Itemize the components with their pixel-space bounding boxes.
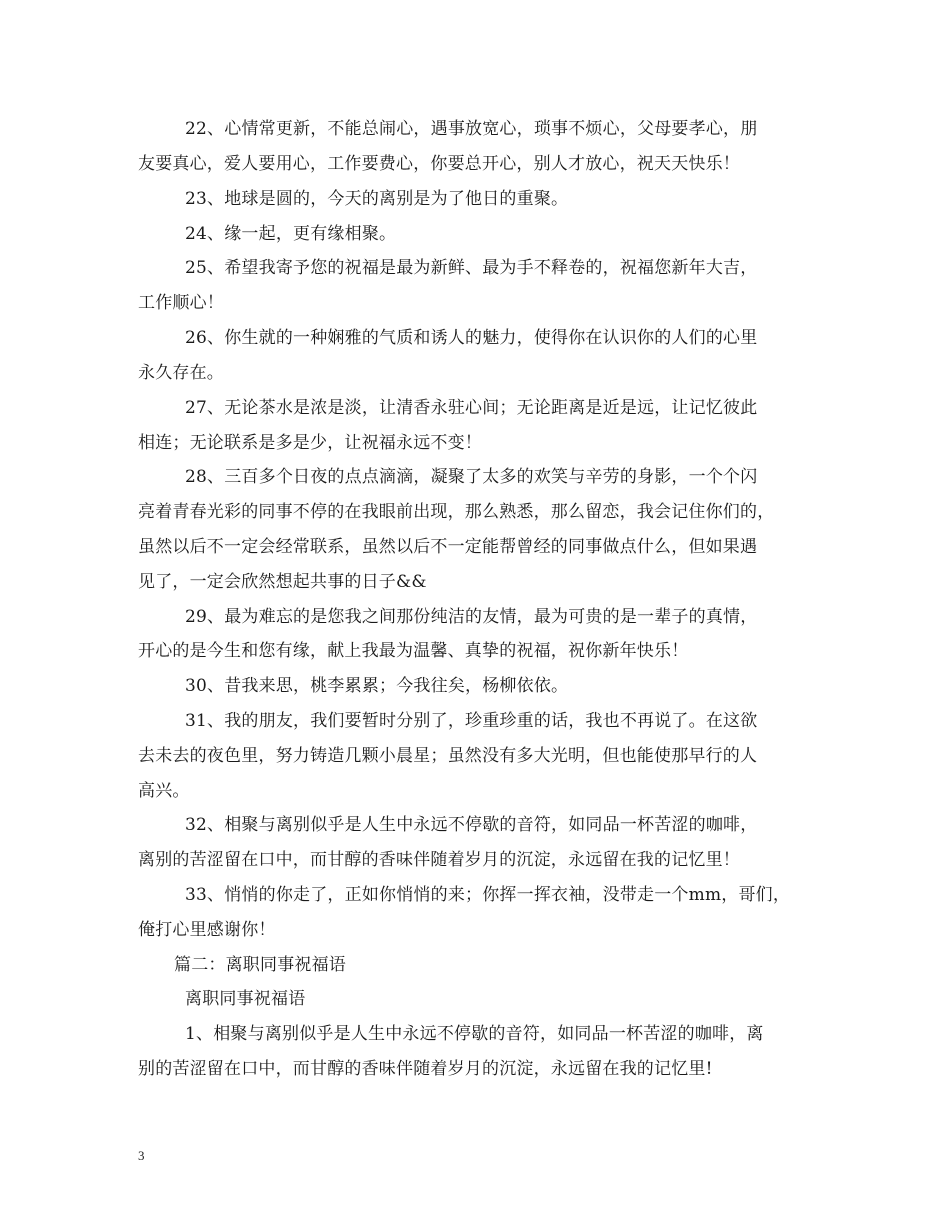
- text-line: 31、我的朋友，我们要暂时分别了，珍重珍重的话，我也不再说了。在这欲: [185, 711, 758, 731]
- text-line: 30、昔我来思，桃李累累；今我往矣，杨柳依依。: [185, 676, 569, 696]
- text-line: 1、相聚与离别似乎是人生中永远不停歇的音符，如同品一杯苦涩的咖啡，离: [185, 1024, 764, 1044]
- text-line: 28、三百多个日夜的点点滴滴，凝聚了太多的欢笑与辛劳的身影，一个个闪: [185, 467, 758, 487]
- text-line: 23、地球是圆的，今天的离别是为了他日的重聚。: [185, 189, 569, 209]
- text-line: 24、缘一起，更有缘相聚。: [185, 224, 397, 244]
- text-line: 相连；无论联系是多是少，让祝福永远不变！: [138, 433, 482, 453]
- text-line: 永久存在。: [138, 363, 224, 383]
- text-line: 见了，一定会欣然想起共事的日子&&: [138, 572, 427, 592]
- text-line: 亮着青春光彩的同事不停的在我眼前出现，那么熟悉，那么留恋，我会记住你们的，: [138, 502, 775, 522]
- text-line: 友要真心，爱人要用心，工作要费心，你要总开心，别人才放心，祝天天快乐！: [138, 154, 740, 174]
- text-line: 开心的是今生和您有缘，献上我最为温馨、真挚的祝福，祝你新年快乐！: [138, 641, 689, 661]
- section-subheading: 离职同事祝福语: [185, 989, 306, 1009]
- text-line: 32、相聚与离别似乎是人生中永远不停歇的音符，如同品一杯苦涩的咖啡，: [185, 815, 758, 835]
- text-line: 俺打心里感谢你！: [138, 920, 276, 940]
- text-line: 26、你生就的一种娴雅的气质和诱人的魅力，使得你在认识你的人们的心里: [185, 328, 758, 348]
- text-line: 22、心情常更新，不能总闹心，遇事放宽心，琐事不烦心，父母要孝心，朋: [185, 119, 758, 139]
- text-line: 27、无论茶水是浓是淡，让清香永驻心间；无论距离是近是远，让记忆彼此: [185, 398, 758, 418]
- section-heading: 篇二：离职同事祝福语: [174, 955, 346, 975]
- page-number: 3: [138, 1148, 145, 1163]
- text-line: 33、悄悄的你走了，正如你悄悄的来；你挥一挥衣袖，没带走一个mm，哥们，: [185, 885, 791, 905]
- text-line: 去未去的夜色里，努力铸造几颗小晨星；虽然没有多大光明，但也能使那早行的人: [138, 746, 758, 766]
- text-line: 工作顺心！: [138, 293, 224, 313]
- text-line: 别的苦涩留在口中，而甘醇的香味伴随着岁月的沉淀，永远留在我的记忆里!: [138, 1059, 713, 1079]
- text-line: 25、希望我寄予您的祝福是最为新鲜、最为手不释卷的，祝福您新年大吉，: [185, 258, 758, 278]
- text-line: 离别的苦涩留在口中，而甘醇的香味伴随着岁月的沉淀，永远留在我的记忆里！: [138, 850, 740, 870]
- text-line: 虽然以后不一定会经常联系，虽然以后不一定能帮曾经的同事做点什么，但如果遇: [138, 537, 758, 557]
- text-line: 高兴。: [138, 781, 190, 801]
- text-line: 29、最为难忘的是您我之间那份纯洁的友情，最为可贵的是一辈子的真情，: [185, 607, 758, 627]
